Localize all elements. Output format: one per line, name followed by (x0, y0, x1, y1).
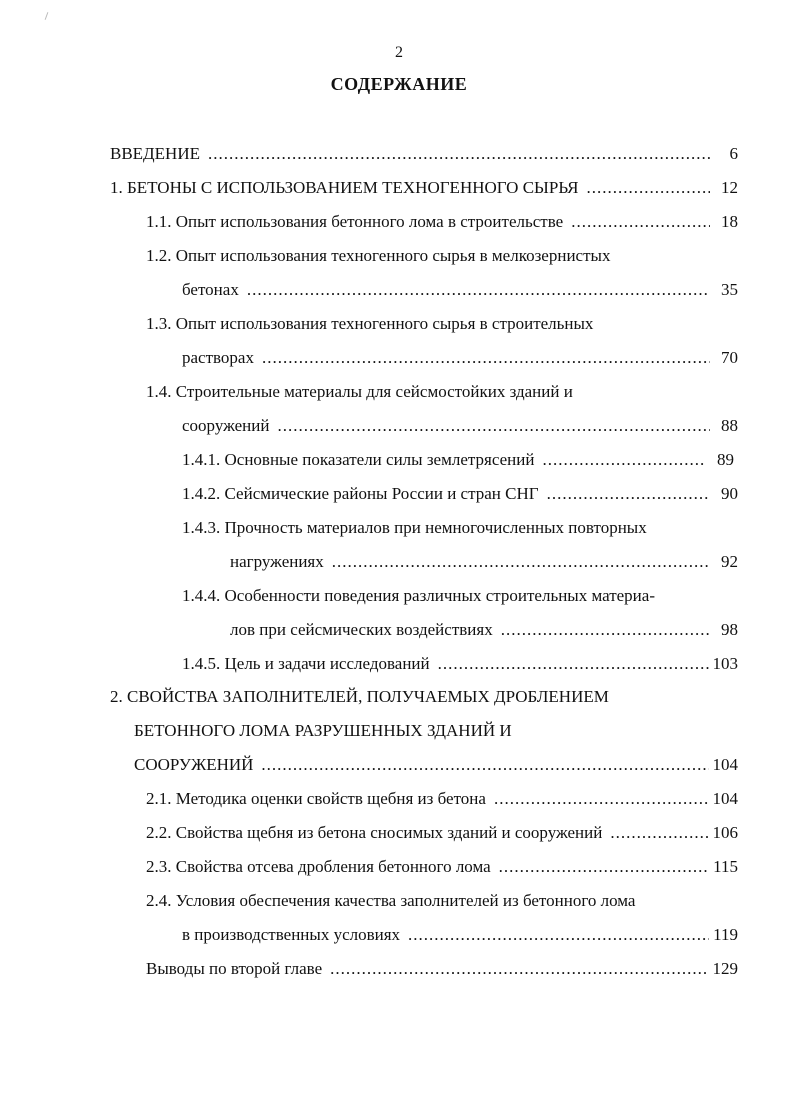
toc-leader-dots (438, 652, 709, 676)
toc-leader-dots (277, 414, 710, 438)
toc-entry-1-4-continuation[interactable] (182, 414, 738, 438)
toc-entry-title: 2. СВОЙСТВА ЗАПОЛНИТЕЛЕЙ, ПОЛУЧАЕМЫХ ДРОБЛЕНИЕМ (110, 687, 609, 706)
toc-entry-title-continuation: растворах (182, 348, 254, 367)
toc-entry-1-4-3[interactable] (182, 516, 738, 540)
toc-leader-dots (499, 855, 709, 879)
toc-entry-1-3[interactable] (146, 312, 738, 336)
toc-leader-dots (247, 278, 710, 302)
toc-entry-title-continuation: в производственных условиях (182, 925, 401, 944)
toc-entry-title: 1.3. Опыт использования техногенного сырья в строительных (146, 314, 594, 333)
toc-entry-chapter-2-line-2[interactable] (134, 719, 738, 743)
toc-entry-page: 103 (712, 654, 738, 673)
toc-leader-dots (571, 210, 710, 234)
toc-entry-conclusions-chapter-2[interactable] (146, 957, 738, 981)
toc-entry-page: 88 (721, 416, 738, 435)
toc-entry-1-4[interactable] (146, 380, 738, 404)
toc-entry-title: 2.1. Методика оценки свойств щебня из бетона (146, 789, 486, 808)
toc-entry-title: 2.4. Условия обеспечения качества заполнителей из бетонного лома (146, 891, 636, 910)
toc-leader-dots (262, 346, 710, 370)
toc-entry-page: 92 (721, 552, 738, 571)
toc-leader-dots (261, 753, 708, 777)
toc-entry-1-4-5[interactable] (182, 652, 738, 676)
page-title: СОДЕРЖАНИЕ (330, 74, 468, 94)
toc-entry-page: 104 (712, 755, 738, 774)
toc-entry-1-4-4-continuation[interactable] (230, 618, 738, 642)
toc-entry-title-continuation: СООРУЖЕНИЙ (134, 755, 254, 774)
toc-entry-title: 1.1. Опыт использования бетонного лома в строительстве (146, 212, 564, 231)
toc-leader-dots (587, 176, 710, 200)
toc-entry-page: 119 (713, 925, 738, 944)
toc-entry-chapter-2[interactable] (110, 685, 738, 709)
toc-leader-dots (208, 142, 710, 166)
toc-entry-title: Выводы по второй главе (146, 959, 323, 978)
toc-entry-1-2[interactable] (146, 244, 738, 268)
toc-entry-2-4-continuation[interactable] (182, 923, 738, 947)
toc-entry-title: 1.4.2. Сейсмические районы России и стран СНГ (182, 484, 539, 503)
toc-entry-title-continuation: сооружений (182, 416, 270, 435)
toc-entry-page: 89 (717, 450, 734, 469)
toc-entry-chapter-1[interactable] (110, 176, 738, 200)
toc-leader-dots (547, 482, 710, 506)
toc-entry-title: 2.3. Свойства отсева дробления бетонного лома (146, 857, 491, 876)
toc-entry-1-3-continuation[interactable] (182, 346, 738, 370)
toc-entry-page: 35 (721, 280, 738, 299)
toc-leader-dots (332, 550, 710, 574)
toc-entry-title: 1. БЕТОНЫ С ИСПОЛЬЗОВАНИЕМ ТЕХНОГЕННОГО СЫРЬЯ (110, 178, 579, 197)
toc-entry-page: 12 (721, 178, 738, 197)
toc-entry-chapter-2-line-3[interactable] (134, 753, 738, 777)
toc-entry-title-continuation: лов при сейсмических воздействиях (230, 620, 493, 639)
toc-entry-page: 98 (721, 620, 738, 639)
toc-entry-page: 129 (712, 959, 738, 978)
toc-entry-title: 1.4.1. Основные показатели силы землетрясений (182, 450, 535, 469)
toc-leader-dots (501, 618, 710, 642)
toc-leader-dots (610, 821, 708, 845)
toc-leader-dots (408, 923, 709, 947)
toc-entry-page: 115 (713, 857, 738, 876)
toc-leader-dots (330, 957, 708, 981)
toc-entry-1-4-2[interactable] (182, 482, 738, 506)
toc-entry-1-4-1[interactable] (182, 448, 734, 472)
toc-entry-title-continuation: бетонах (182, 280, 239, 299)
toc-entry-title-continuation: БЕТОННОГО ЛОМА РАЗРУШЕННЫХ ЗДАНИЙ И (134, 721, 512, 740)
toc-entry-page: 90 (721, 484, 738, 503)
toc-leader-dots (542, 448, 706, 472)
toc-leader-dots (494, 787, 709, 811)
toc-entry-introduction[interactable] (110, 142, 738, 166)
toc-entry-page: 70 (721, 348, 738, 367)
toc-entry-title: ВВЕДЕНИЕ (110, 144, 200, 163)
toc-entry-title: 1.4. Строительные материалы для сейсмостойких зданий и (146, 382, 573, 401)
toc-entry-page: 106 (712, 823, 738, 842)
toc-entry-page: 104 (712, 789, 738, 808)
toc-entry-title: 1.4.3. Прочность материалов при немногочисленных повторных (182, 518, 647, 537)
toc-entry-1-2-continuation[interactable] (182, 278, 738, 302)
page-number: 2 (395, 44, 403, 61)
toc-entry-2-4[interactable] (146, 889, 738, 913)
toc-entry-1-4-4[interactable] (182, 584, 738, 608)
toc-entry-2-1[interactable] (146, 787, 738, 811)
toc-entry-2-2[interactable] (146, 821, 738, 845)
scan-mark (45, 12, 49, 20)
toc-entry-1-4-3-continuation[interactable] (230, 550, 738, 574)
toc-entry-title: 1.4.4. Особенности поведения различных строительных материа- (182, 586, 655, 605)
toc-entry-title-continuation: нагружениях (230, 552, 324, 571)
toc-entry-page: 18 (721, 212, 738, 231)
toc-entry-title: 2.2. Свойства щебня из бетона сносимых зданий и сооружений (146, 823, 603, 842)
toc-entry-2-3[interactable] (146, 855, 738, 879)
toc-entry-title: 1.2. Опыт использования техногенного сырья в мелкозернистых (146, 246, 611, 265)
toc-entry-1-1[interactable] (146, 210, 738, 234)
toc-entry-title: 1.4.5. Цель и задачи исследований (182, 654, 430, 673)
toc-entry-page: 6 (729, 144, 738, 163)
